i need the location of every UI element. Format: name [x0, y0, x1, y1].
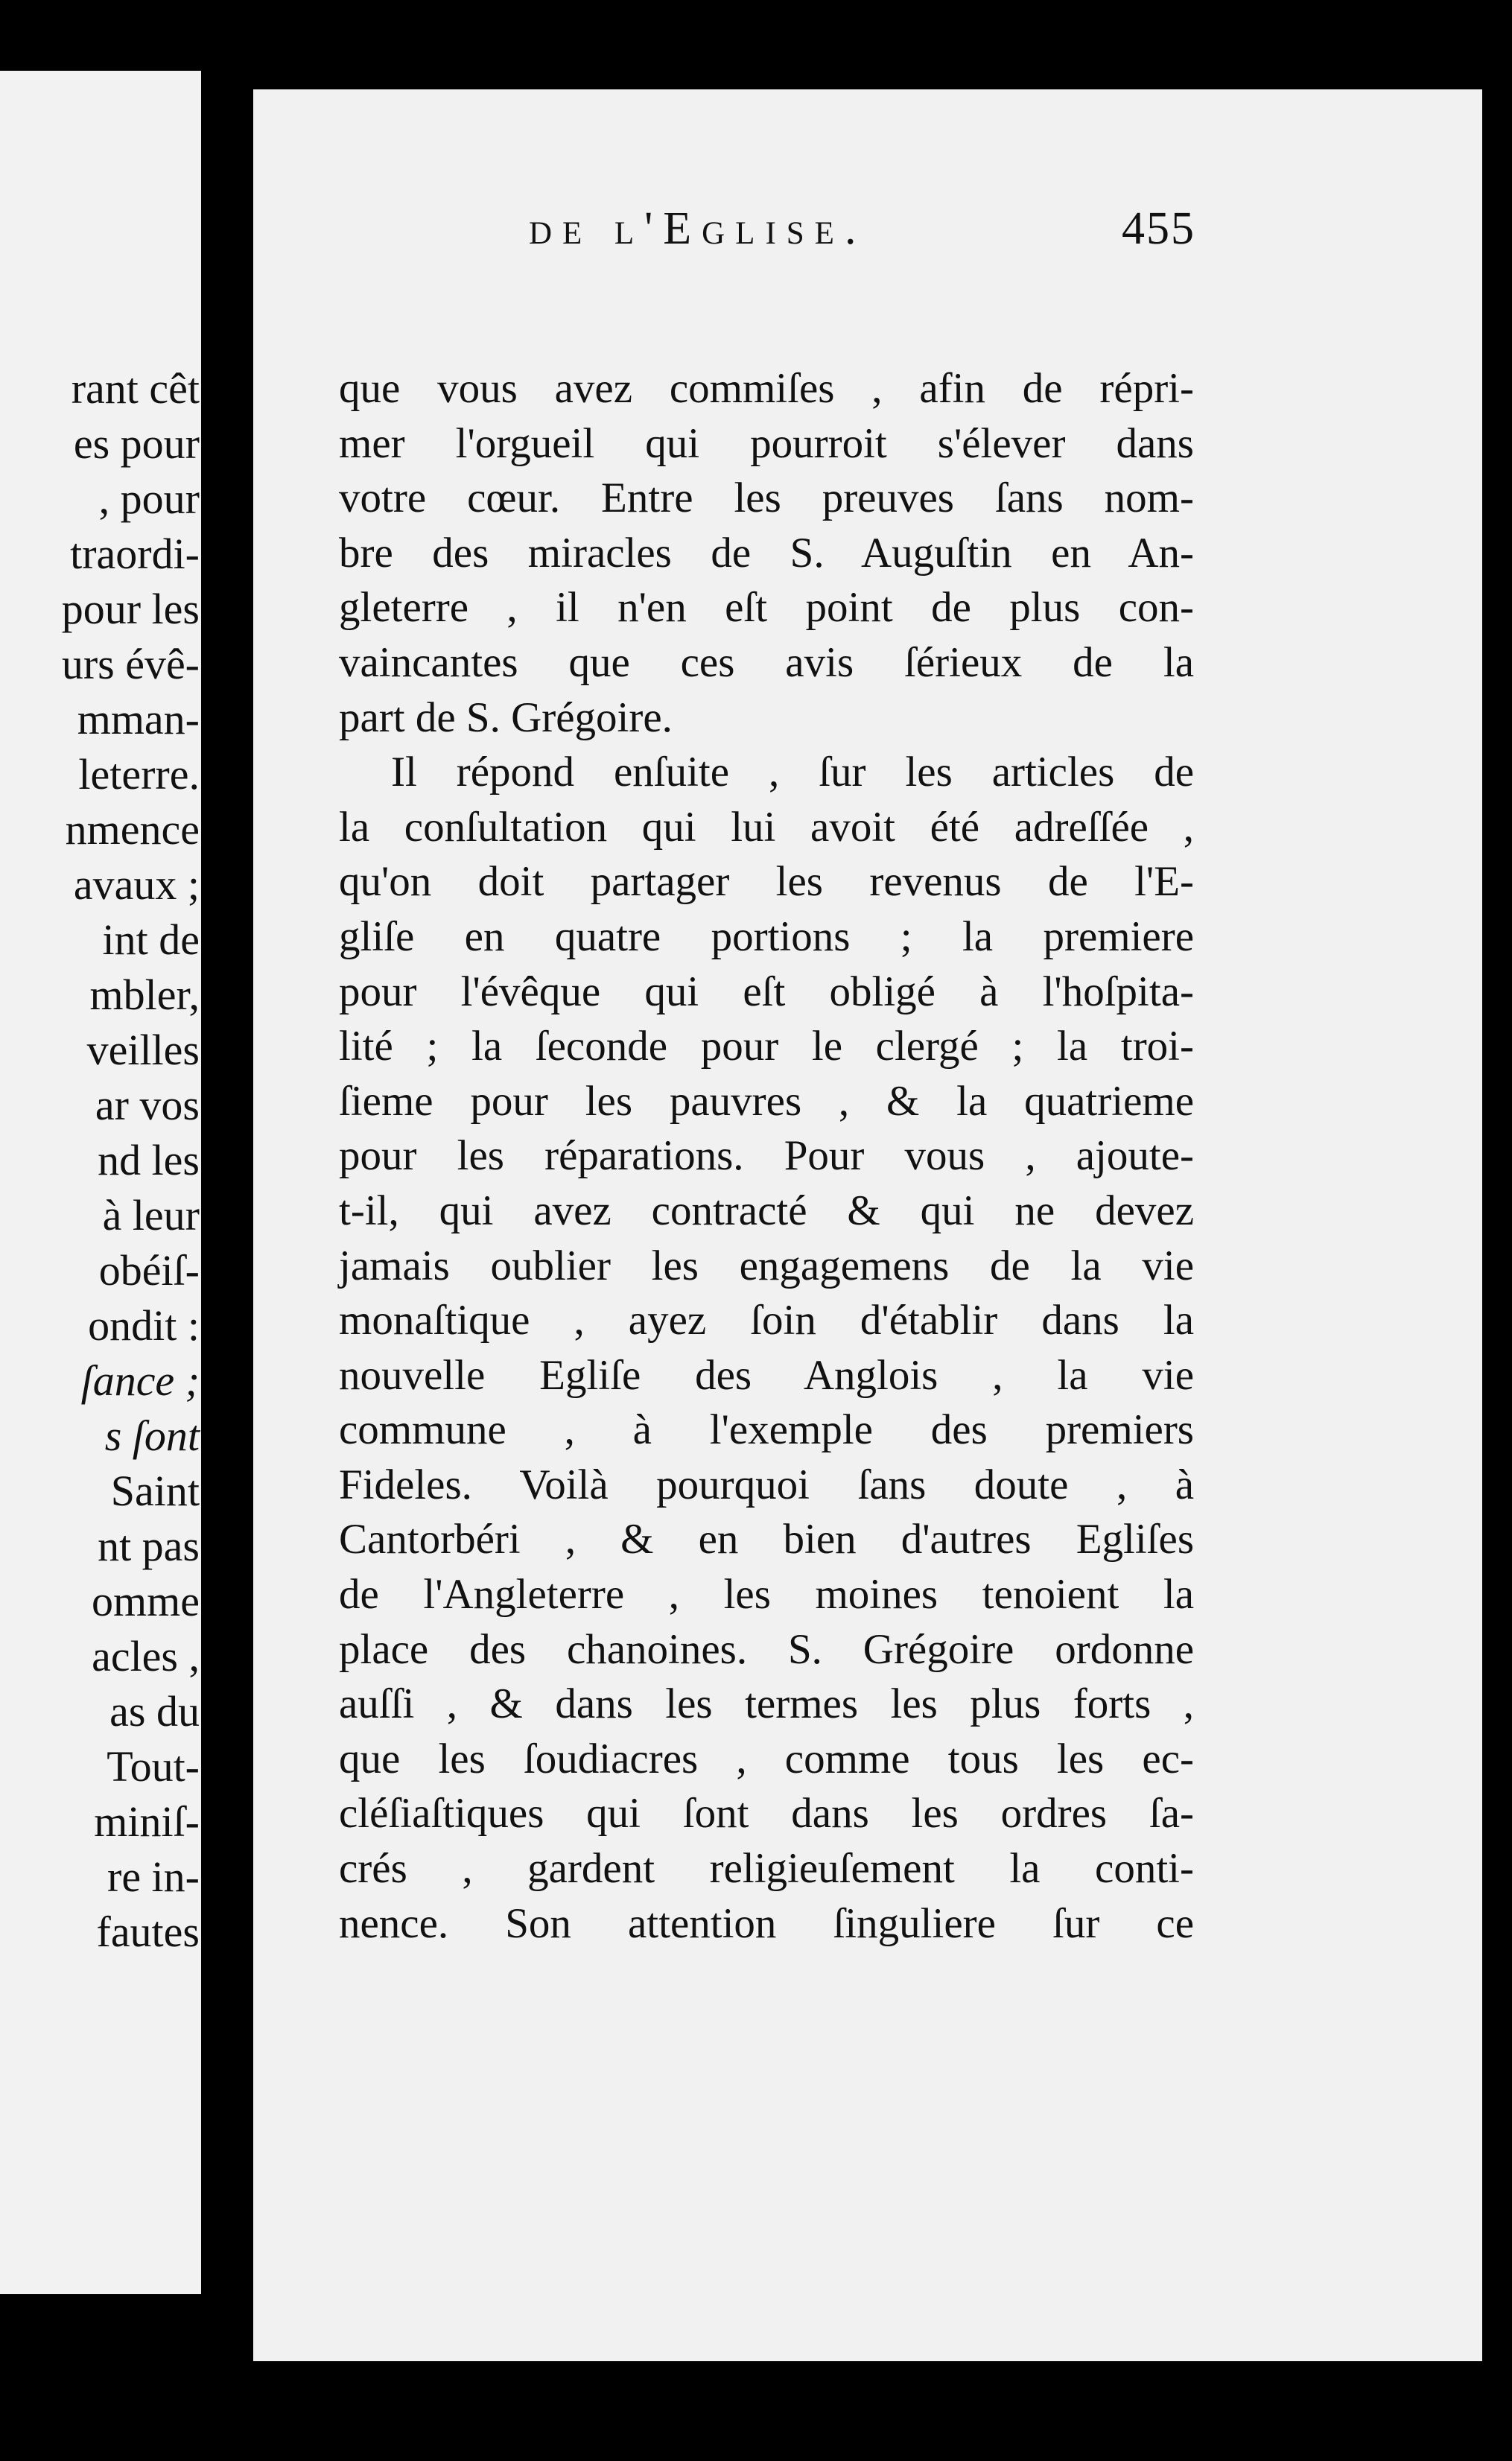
text-line: gleterre , il n'en eſt point de plus con- [339, 584, 1194, 632]
left-line: es pour [73, 419, 200, 468]
text-line: ſieme pour les pauvres , & la quatrieme [339, 1077, 1194, 1125]
left-line: leterre. [78, 750, 200, 798]
text-line: t-il, qui avez contracté & qui ne devez [339, 1187, 1194, 1234]
text-line: part de S. Grégoire. [339, 693, 673, 741]
left-line: mman- [77, 695, 200, 743]
text-line: bre des miracles de S. Auguſtin en An- [339, 529, 1194, 577]
left-line: rant cêt [71, 364, 200, 413]
text-line: que les ſoudiacres , comme tous les ec- [339, 1735, 1194, 1782]
left-line: acles , [92, 1632, 200, 1680]
left-line: obéiſ- [98, 1246, 200, 1295]
left-line: fautes [96, 1908, 200, 1956]
text-line: pour les réparations. Pour vous , ajoute- [339, 1132, 1194, 1180]
text-line: gliſe en quatre portions ; la premiere [339, 912, 1194, 960]
left-line: urs évê- [61, 640, 200, 688]
running-head: de l'Egliſe. [529, 203, 867, 254]
left-line: avaux ; [73, 860, 200, 909]
book-gutter [201, 0, 253, 2461]
text-line: commune , à l'exemple des premiers [339, 1406, 1194, 1454]
left-line: traordi- [70, 530, 200, 578]
text-line: vaincantes que ces avis ſérieux de la [339, 638, 1194, 686]
left-line: nt pas [98, 1522, 200, 1570]
left-line: s ſont [104, 1411, 200, 1460]
body-text [339, 361, 1194, 1951]
text-line: lité ; la ſeconde pour le clergé ; la troi- [339, 1023, 1194, 1070]
left-line: mbler, [89, 971, 200, 1019]
left-line: à leur [102, 1191, 200, 1239]
left-line: , pour [98, 474, 200, 523]
left-line: pour les [61, 585, 200, 633]
text-line: votre cœur. Entre les preuves ſans nom- [339, 474, 1194, 522]
left-line: re in- [107, 1852, 200, 1901]
left-line: Tout- [107, 1742, 200, 1791]
left-page-fragment [0, 71, 201, 2294]
text-line: jamais oublier les engagemens de la vie [339, 1242, 1194, 1289]
scan-border [0, 2384, 1512, 2461]
text-line: pour l'évêque qui eſt obligé à l'hoſpita- [339, 968, 1194, 1015]
page-number: 455 [1122, 203, 1195, 254]
text-line: Fideles. Voilà pourquoi ſans doute , à [339, 1461, 1194, 1508]
page-header [264, 203, 1195, 255]
text-line: qu'on doit partager les revenus de l'E- [339, 858, 1194, 906]
text-line: de l'Angleterre , les moines tenoient la [339, 1571, 1194, 1619]
text-line: cléſiaſtiques qui ſont dans les ordres ſa- [339, 1790, 1194, 1838]
left-line: as du [109, 1687, 200, 1736]
text-line: nouvelle Egliſe des Anglois , la vie [339, 1351, 1194, 1399]
left-line: omme [92, 1577, 200, 1625]
left-line: veilles [86, 1026, 200, 1074]
text-line: Cantorbéri , & en bien d'autres Egliſes [339, 1516, 1194, 1563]
left-line: miniſ- [94, 1797, 200, 1846]
text-line: mer l'orgueil qui pourroit s'élever dans [339, 419, 1194, 467]
left-line: ar vos [95, 1081, 200, 1129]
left-line: nmence [65, 805, 200, 854]
text-line: monaſtique , ayez ſoin d'établir dans la [339, 1297, 1194, 1344]
paragraph-start-line: Il répond enſuite , ſur les articles de [391, 749, 1194, 796]
left-line: Saint [110, 1467, 200, 1515]
text-line: la conſultation qui lui avoit été adreſſée , [339, 803, 1194, 851]
left-line: ondit : [88, 1301, 200, 1350]
text-line: crés , gardent religieuſement la conti- [339, 1845, 1194, 1893]
left-line: ſance ; [80, 1356, 200, 1405]
text-line: auſſi , & dans les termes les plus forts , [339, 1680, 1194, 1728]
text-line: place des chanoines. S. Grégoire ordonne [339, 1625, 1194, 1673]
left-line: int de [102, 915, 200, 964]
text-line: nence. Son attention ſinguliere ſur ce [339, 1899, 1194, 1947]
text-line: que vous avez commiſes , afin de répri- [339, 365, 1194, 412]
left-line: nd les [98, 1136, 200, 1184]
